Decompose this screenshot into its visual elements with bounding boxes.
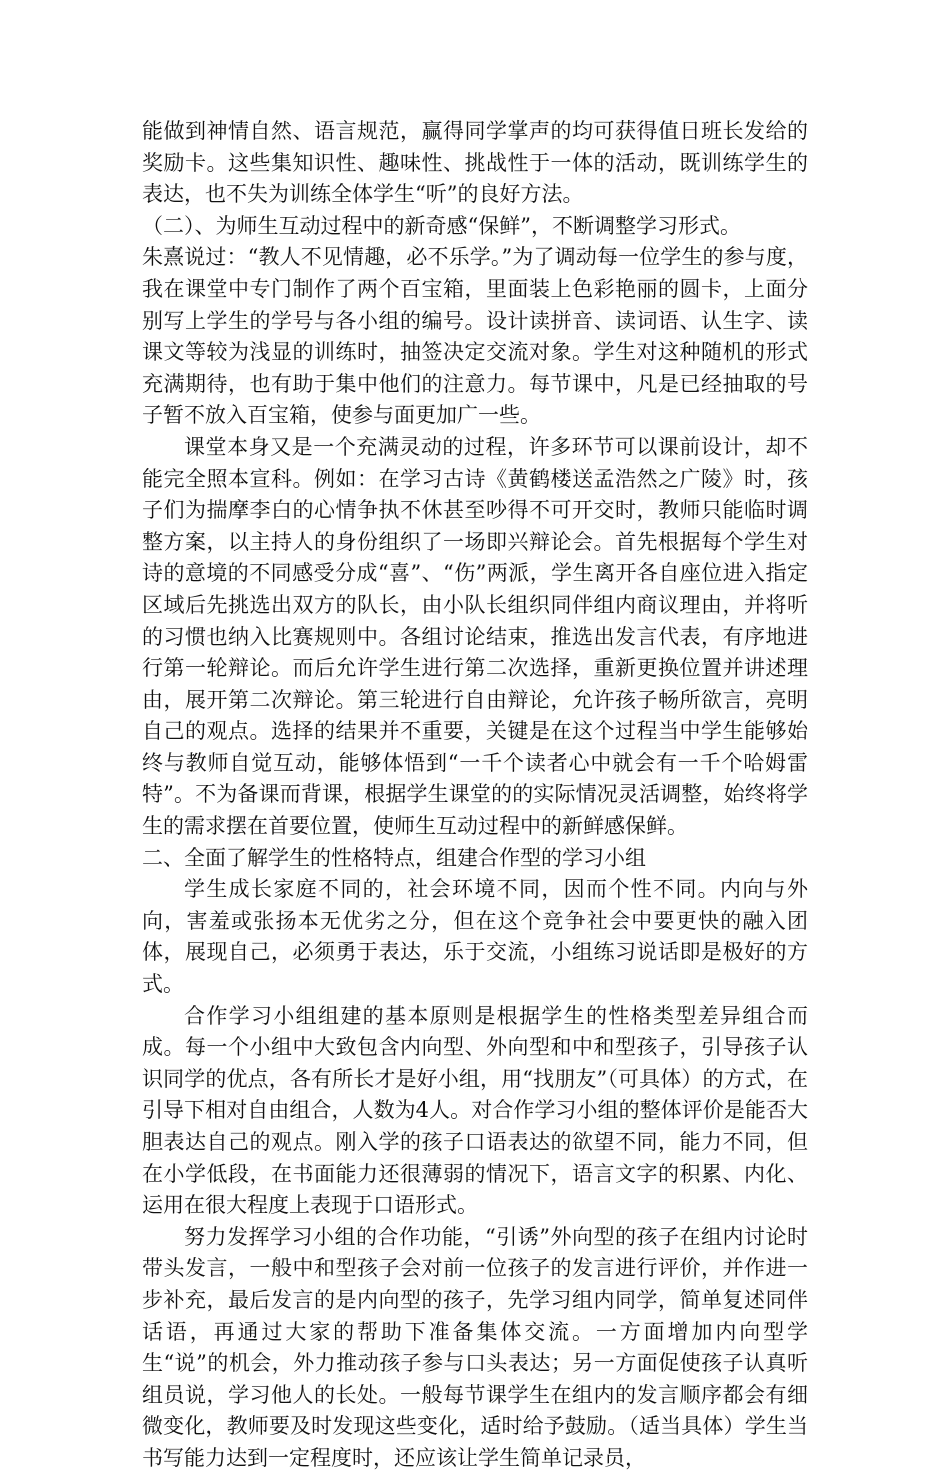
body-paragraph-7: 合作学习小组组建的基本原则是根据学生的性格类型差异组合而成。每一个小组中大致包含内向型、外向型和中和型孩子，引导孩子认识同学的优点，各有所长才是好小组，用“找朋友”（可具体）的方式，在引导下相对自由组合，人数为4人。对合作学习小组的整体评价是能否大胆表达自己的观点。刚入学的孩子口语表达的欲望不同，能力不同，但在小学低段，在书面能力还很薄弱的情况下，语言文字的积累、内化、运用在很大程度上表现于口语形式。 bbox=[142, 1003, 808, 1218]
section-heading-5: 二、全面了解学生的性格特点，组建合作型的学习小组 bbox=[142, 845, 646, 870]
body-paragraph-3: 朱熹说过：“教人不见情趣，必不乐学。”为了调动每一位学生的参与度，我在课堂中专门制作了两个百宝箱，里面装上色彩艳丽的圆卡，上面分别写上学生的学号与各小组的编号。设计读拼音、读词语、认生字、读课文等较为浅显的训练时，抽签决定交流对象。学生对这种随机的形式充满期待，也有助于集中他们的注意力。每节课中，凡是已经抽取的号子暂不放入百宝箱，使参与面更加广一些。 bbox=[142, 245, 808, 428]
body-paragraph-6: 学生成长家庭不同的，社会环境不同，因而个性不同。内向与外向，害羞或张扬本无优劣之分，但在这个竞争社会中要更快的融入团体，展现自己，必须勇于表达，乐于交流，小组练习说话即是极好的方式。 bbox=[142, 877, 808, 997]
section-heading-2: （二）、为师生互动过程中的新奇感“保鲜”，不断调整学习形式。 bbox=[142, 213, 741, 238]
body-paragraph-1: 能做到神情自然、语言规范，赢得同学掌声的均可获得值日班长发给的奖励卡。这些集知识性、趣味性、挑战性于一体的活动，既训练学生的表达，也不失为训练全体学生“听”的良好方法。 bbox=[142, 119, 808, 207]
body-paragraph-8: 努力发挥学习小组的合作功能，“引诱”外向型的孩子在组内讨论时带头发言，一般中和型孩子会对前一位孩子的发言进行评价，并作进一步补充，最后发言的是内向型的孩子，先学习组内同学，简单复述同伴话语，再通过大家的帮助下准备集体交流。一方面增加内向型学生“说”的机会，外力推动孩子参与口头表达；另一方面促使孩子认真听组员说，学习他人的长处。一般每节课学生在组内的发言顺序都会有细微变化，教师要及时发现这些变化，适时给予鼓励。（适当具体）学生当书写能力达到一定程度时，还应该让学生简单记录员， bbox=[142, 1224, 808, 1470]
body-paragraph-4: 课堂本身又是一个充满灵动的过程，许多环节可以课前设计，却不能完全照本宣科。例如：在学习古诗《黄鹤楼送孟浩然之广陵》时，孩子们为揣摩李白的心情争执不休甚至吵得不可开交时，教师只能临时调整方案，以主持人的身份组织了一场即兴辩论会。首先根据每个学生对诗的意境的不同感受分成“喜”、“伤”两派，学生离开各自座位进入指定区域后先挑选出双方的队长，由小队长组织同伴组内商议理由，并将听的习惯也纳入比赛规则中。各组讨论结束，推选出发言代表，有序地进行第一轮辩论。而后允许学生进行第二次选择，重新更换位置并讲述理由，展开第二次辩论。第三轮进行自由辩论，允许孩子畅所欲言，亮明自己的观点。选择的结果并不重要，关键是在这个过程当中学生能够始终与教师自觉互动，能够体悟到“一千个读者心中就会有一千个哈姆雷特”。不为备课而背课，根据学生课堂的的实际情况灵活调整，始终将学生的需求摆在首要位置，使师生互动过程中的新鲜感保鲜。 bbox=[142, 434, 808, 839]
document-page bbox=[142, 116, 808, 1475]
